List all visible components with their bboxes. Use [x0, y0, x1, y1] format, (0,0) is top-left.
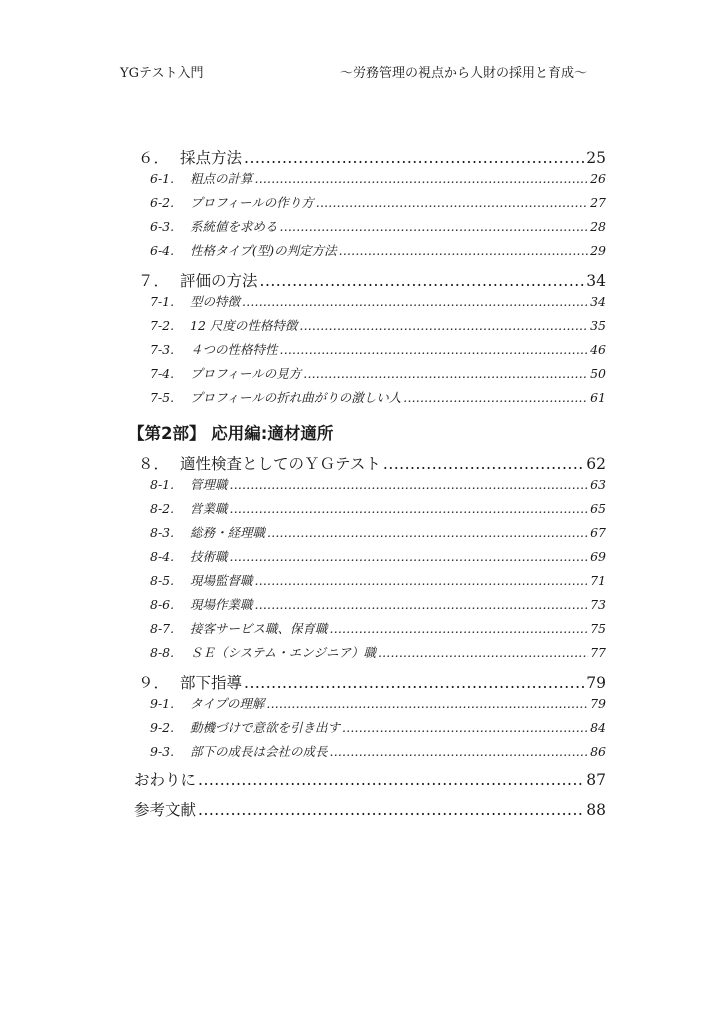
references-title: 参考文献 — [134, 801, 197, 819]
running-header — [0, 62, 725, 82]
toc-section-8-6[interactable] — [134, 595, 606, 619]
section-number: 8-1. — [150, 477, 175, 492]
dot-leader — [266, 696, 588, 711]
section-number: 9-2. — [150, 720, 175, 735]
section-number: 8-8. — [150, 645, 175, 660]
page-number: 84 — [590, 720, 606, 735]
dot-leader — [280, 219, 589, 234]
section-number: 6-3. — [150, 219, 175, 234]
toc-section-6-2[interactable] — [134, 193, 606, 217]
section-number: 7-2. — [150, 318, 175, 333]
section-number: 8-3. — [150, 525, 175, 540]
afterword-title: おわりに — [134, 771, 197, 789]
section-number: 7-4. — [150, 366, 175, 381]
page-number: 87 — [586, 771, 606, 789]
page-number: 63 — [590, 477, 606, 492]
section-title: 粗点の計算 — [190, 171, 253, 186]
dot-leader — [316, 195, 588, 210]
dot-leader — [230, 549, 589, 564]
page-number: 67 — [590, 525, 606, 540]
dot-leader — [299, 318, 588, 333]
toc-section-6-3[interactable] — [134, 217, 606, 241]
toc-chapter-9[interactable] — [134, 671, 606, 694]
toc-section-7-1[interactable] — [134, 292, 606, 316]
dot-leader — [230, 477, 589, 492]
section-title: プロフィールの折れ曲がりの激しい人 — [190, 390, 402, 405]
section-number: 7-3. — [150, 342, 175, 357]
chapter-number: ８． — [138, 455, 170, 473]
dot-leader — [383, 455, 584, 473]
toc-section-7-3[interactable] — [134, 340, 606, 364]
section-title: 系統値を求める — [190, 219, 278, 234]
part-heading: 【第2部】 応用編:適材適所 — [128, 424, 334, 443]
page-number: 65 — [590, 501, 606, 516]
section-title: 技術職 — [190, 549, 228, 564]
section-number: 8-4. — [150, 549, 175, 564]
chapter-title: 採点方法 — [180, 149, 243, 167]
page-number: 28 — [590, 219, 606, 234]
page-number: 61 — [590, 390, 606, 405]
toc-section-6-1[interactable] — [134, 169, 606, 193]
toc-references[interactable] — [134, 798, 606, 826]
section-title: プロフィールの見方 — [190, 366, 302, 381]
dot-leader — [280, 342, 589, 357]
section-title: 部下の成長は会社の成長 — [190, 744, 328, 759]
header-book-title: YGテスト入門 — [120, 66, 204, 81]
toc-section-9-3[interactable] — [134, 742, 606, 766]
section-number: 8-7. — [150, 621, 175, 636]
section-title: 管理職 — [190, 477, 228, 492]
dot-leader — [244, 149, 584, 167]
dot-leader — [255, 597, 589, 612]
section-title: 営業職 — [190, 501, 228, 516]
dot-leader — [244, 674, 584, 692]
page-number: 79 — [590, 696, 606, 711]
page-number: 35 — [590, 318, 606, 333]
section-number: 9-3. — [150, 744, 175, 759]
page-number: 46 — [590, 342, 606, 357]
toc-chapter-6[interactable] — [134, 146, 606, 169]
page-number: 25 — [586, 149, 606, 167]
page-number: 75 — [590, 621, 606, 636]
header-subtitle: 〜労務管理の視点から人財の採用と育成〜 — [340, 66, 588, 81]
toc-afterword[interactable] — [134, 768, 606, 796]
toc-section-8-5[interactable] — [134, 571, 606, 595]
section-title: 性格タイプ(型)の判定方法 — [190, 243, 337, 258]
chapter-number: ９． — [138, 674, 170, 692]
section-title: 型の特徴 — [190, 294, 241, 309]
page-number: 29 — [590, 243, 606, 258]
dot-leader — [403, 390, 588, 405]
page-number: 34 — [586, 272, 606, 290]
page-number: 77 — [590, 645, 606, 660]
page-number: 88 — [586, 801, 606, 819]
dot-leader — [330, 744, 589, 759]
page-number: 73 — [590, 597, 606, 612]
dot-leader — [260, 272, 585, 290]
dot-leader — [198, 801, 584, 819]
section-title: ＳＥ（システム・エンジニア）職 — [190, 645, 376, 660]
dot-leader — [255, 171, 589, 186]
toc-section-8-7[interactable] — [134, 619, 606, 643]
section-number: 6-2. — [150, 195, 175, 210]
toc-section-9-2[interactable] — [134, 718, 606, 742]
toc-section-8-4[interactable] — [134, 547, 606, 571]
table-of-contents — [128, 142, 606, 826]
section-title: 12 尺度の性格特徴 — [190, 318, 298, 333]
dot-leader — [267, 525, 588, 540]
dot-leader — [378, 645, 588, 660]
chapter-title: 評価の方法 — [180, 272, 258, 290]
dot-leader — [198, 771, 584, 789]
chapter-number: ６． — [138, 149, 170, 167]
section-title: 総務・経理職 — [190, 525, 266, 540]
toc-section-6-4[interactable] — [134, 241, 606, 265]
page-number: 26 — [590, 171, 606, 186]
toc-chapter-8[interactable] — [134, 452, 606, 475]
section-title: 現場監督職 — [190, 573, 253, 588]
dot-leader — [255, 573, 589, 588]
section-title: プロフィールの作り方 — [190, 195, 314, 210]
page-number: 62 — [586, 455, 606, 473]
section-number: 6-4. — [150, 243, 175, 258]
section-title: ４つの性格特性 — [190, 342, 278, 357]
section-title: 接客サービス職、保育職 — [190, 621, 328, 636]
toc-section-7-5[interactable] — [134, 388, 606, 412]
chapter-title: 適性検査としてのＹＧテスト — [180, 455, 381, 473]
toc-section-7-2[interactable] — [134, 316, 606, 340]
dot-leader — [342, 720, 588, 735]
toc-section-8-1[interactable] — [134, 475, 606, 499]
toc-section-8-3[interactable] — [134, 523, 606, 547]
page-number: 69 — [590, 549, 606, 564]
section-number: 7-5. — [150, 390, 175, 405]
dot-leader — [230, 501, 589, 516]
dot-leader — [339, 243, 588, 258]
toc-section-8-2[interactable] — [134, 499, 606, 523]
page-number: 50 — [590, 366, 606, 381]
page-number: 27 — [590, 195, 606, 210]
section-number: 8-5. — [150, 573, 175, 588]
chapter-title: 部下指導 — [180, 674, 243, 692]
page-number: 34 — [590, 294, 606, 309]
page-number: 86 — [590, 744, 606, 759]
section-number: 8-6. — [150, 597, 175, 612]
dot-leader — [303, 366, 588, 381]
toc-section-9-1[interactable] — [134, 694, 606, 718]
section-number: 8-2. — [150, 501, 175, 516]
dot-leader — [330, 621, 589, 636]
toc-section-7-4[interactable] — [134, 364, 606, 388]
section-title: 現場作業職 — [190, 597, 253, 612]
chapter-number: ７． — [138, 272, 170, 290]
page-number: 71 — [590, 573, 606, 588]
section-title: タイプの理解 — [190, 696, 265, 711]
toc-chapter-7[interactable] — [134, 269, 606, 292]
toc-section-8-8[interactable] — [134, 643, 606, 667]
page-number: 79 — [586, 674, 606, 692]
section-title: 動機づけで意欲を引き出す — [190, 720, 341, 735]
section-number: 7-1. — [150, 294, 175, 309]
section-number: 6-1. — [150, 171, 175, 186]
section-number: 9-1. — [150, 696, 175, 711]
dot-leader — [242, 294, 588, 309]
